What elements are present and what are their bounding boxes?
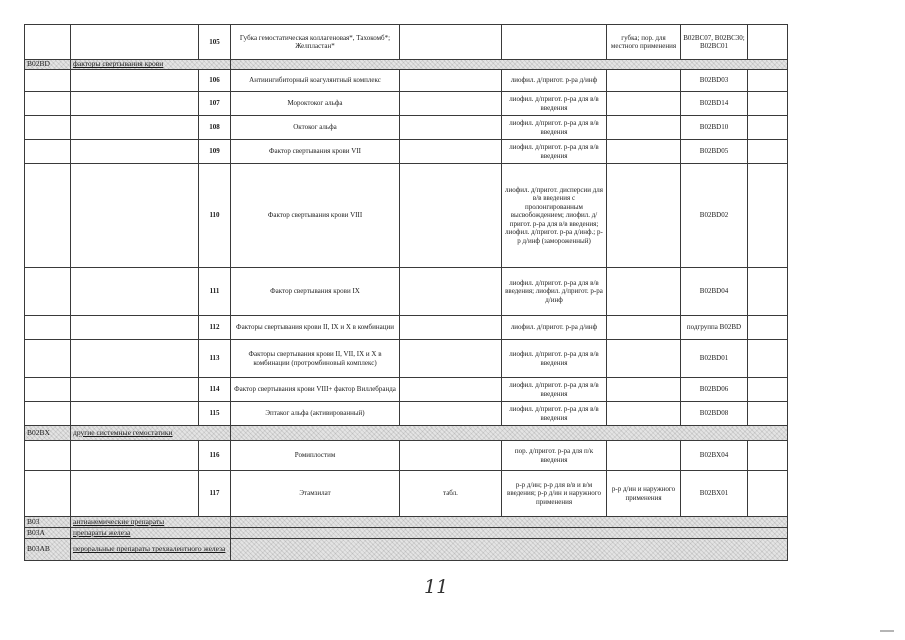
dosage-form: лиофил. д/пригот. р-ра д/инф: [502, 316, 607, 340]
group-desc-cell: [71, 116, 199, 140]
group-desc-cell: [71, 402, 199, 426]
dosage-form-2: [607, 378, 681, 402]
atc-code: B02BD05: [681, 140, 748, 164]
atc-code: B02BD06: [681, 378, 748, 402]
tablet-form-cell: [400, 441, 502, 471]
row-number: 116: [199, 441, 231, 471]
group-description: пероральные препараты трехвалентного железа: [71, 539, 231, 561]
row-number: 112: [199, 316, 231, 340]
table-row: [25, 25, 788, 60]
group-code: B03AB: [25, 539, 71, 561]
row-number: 106: [199, 70, 231, 92]
tablet-form-cell: [400, 268, 502, 316]
tablet-form-cell: [400, 116, 502, 140]
table-row: [25, 70, 788, 92]
notes-cell: [748, 441, 788, 471]
dosage-form-2: губка; пор. для местного применения: [607, 25, 681, 60]
tablet-form: табл.: [400, 471, 502, 517]
group-desc-cell: [71, 378, 199, 402]
group-desc-cell: [71, 164, 199, 268]
drug-list-table: [24, 24, 788, 561]
drug-name: Губка гемостатическая коллагеновая*, Тахокомб*; Желпластан*: [231, 25, 400, 60]
row-number: 113: [199, 340, 231, 378]
group-desc-cell: [71, 140, 199, 164]
atc-code-cell: [25, 340, 71, 378]
tablet-form-cell: [400, 378, 502, 402]
group-row: [25, 60, 788, 70]
group-row: [25, 517, 788, 528]
group-row: [25, 539, 788, 561]
dosage-form: лиофил. д/пригот. р-ра для в/в введения: [502, 340, 607, 378]
atc-code: B02BD08: [681, 402, 748, 426]
drug-name: Антиингибиторный коагулянтный комплекс: [231, 70, 400, 92]
notes-cell: [748, 70, 788, 92]
dosage-form: лиофил. д/пригот. р-ра для в/в введения: [502, 378, 607, 402]
notes-cell: [748, 402, 788, 426]
dosage-form-2: [607, 340, 681, 378]
dosage-form-2: [607, 70, 681, 92]
dosage-form: лиофил. д/пригот. дисперсии для в/в введения с пролонгированным высвобождением; лиофил. д/пригот. р-ра для в/в введения; лиофил. д/пригот. р-ра д/инф.; р-р д/инф (замороженный): [502, 164, 607, 268]
table-row: [25, 471, 788, 517]
drug-name: Этамзилат: [231, 471, 400, 517]
group-row: [25, 426, 788, 441]
drug-name: Фактор свертывания крови VIII: [231, 164, 400, 268]
dosage-form: пор. д/пригот. р-ра для п/к введения: [502, 441, 607, 471]
group-description: другие системные гемостатики: [71, 426, 231, 441]
tablet-form-cell: [400, 340, 502, 378]
dosage-form: р-р д/ин; р-р для в/в и в/м введения; р-р д/ин и наружного применения: [502, 471, 607, 517]
notes-cell: [748, 25, 788, 60]
atc-code: B02BD01: [681, 340, 748, 378]
dosage-form-2: [607, 116, 681, 140]
atc-code: B02BD14: [681, 92, 748, 116]
row-number: 115: [199, 402, 231, 426]
group-code: B02BD: [25, 60, 71, 70]
table-row: [25, 140, 788, 164]
atc-code: B02BD02: [681, 164, 748, 268]
group-desc-cell: [71, 70, 199, 92]
dosage-form: лиофил. д/пригот. р-ра для в/в введения: [502, 140, 607, 164]
atc-code-cell: [25, 378, 71, 402]
dosage-form-2: [607, 316, 681, 340]
drug-name: Фактор свертывания крови IX: [231, 268, 400, 316]
group-filler: [231, 517, 788, 528]
notes-cell: [748, 268, 788, 316]
notes-cell: [748, 116, 788, 140]
tablet-form-cell: [400, 140, 502, 164]
table-row: [25, 340, 788, 378]
row-number: 114: [199, 378, 231, 402]
atc-code-cell: [25, 316, 71, 340]
scan-mark: [880, 630, 894, 632]
dosage-form: лиофил. д/пригот. р-ра для в/в введения; лиофил. д/пригот. р-ра д/инф: [502, 268, 607, 316]
drug-name: Эптаког альфа (активированный): [231, 402, 400, 426]
group-description: препараты железа: [71, 528, 231, 539]
atc-code: B02BD03: [681, 70, 748, 92]
group-desc-cell: [71, 441, 199, 471]
group-desc-cell: [71, 471, 199, 517]
group-filler: [231, 60, 788, 70]
row-number: 107: [199, 92, 231, 116]
row-number: 109: [199, 140, 231, 164]
notes-cell: [748, 92, 788, 116]
atc-code: B02BX01: [681, 471, 748, 517]
row-number: 110: [199, 164, 231, 268]
row-number: 111: [199, 268, 231, 316]
group-desc-cell: [71, 268, 199, 316]
dosage-form: лиофил. д/пригот. р-ра для в/в введения: [502, 116, 607, 140]
group-row: [25, 528, 788, 539]
page-number: 11: [424, 576, 449, 598]
row-number: 117: [199, 471, 231, 517]
table-row: [25, 316, 788, 340]
group-desc-cell: [71, 316, 199, 340]
tablet-form-cell: [400, 70, 502, 92]
group-description: факторы свертывания крови: [71, 60, 231, 70]
dosage-form-2: [607, 441, 681, 471]
atc-code: B02BC07, B02BC30; B02BC01: [681, 25, 748, 60]
notes-cell: [748, 316, 788, 340]
dosage-form-2: [607, 268, 681, 316]
drug-name: Факторы свертывания крови II, IX и X в комбинации: [231, 316, 400, 340]
atc-code-cell: [25, 140, 71, 164]
row-number: 108: [199, 116, 231, 140]
group-desc-cell: [71, 340, 199, 378]
atc-code: B02BD10: [681, 116, 748, 140]
group-code: B03: [25, 517, 71, 528]
group-code: B03A: [25, 528, 71, 539]
group-desc-cell: [71, 92, 199, 116]
notes-cell: [748, 340, 788, 378]
drug-name: Фактор свертывания крови VIII+ фактор Виллебранда: [231, 378, 400, 402]
atc-code-cell: [25, 70, 71, 92]
drug-name: Мороктоког альфа: [231, 92, 400, 116]
dosage-form: лиофил. д/пригот. р-ра для в/в введения: [502, 402, 607, 426]
notes-cell: [748, 378, 788, 402]
dosage-form-2: [607, 164, 681, 268]
group-desc-cell: [71, 25, 199, 60]
atc-code-cell: [25, 25, 71, 60]
tablet-form-cell: [400, 25, 502, 60]
atc-code-cell: [25, 441, 71, 471]
dosage-form: лиофил. д/пригот. р-ра д/инф: [502, 70, 607, 92]
group-filler: [231, 426, 788, 441]
atc-code-cell: [25, 116, 71, 140]
atc-code-cell: [25, 402, 71, 426]
group-code: B02BX: [25, 426, 71, 441]
atc-code-cell: [25, 268, 71, 316]
atc-code: B02BD04: [681, 268, 748, 316]
table-row: [25, 441, 788, 471]
table-row: [25, 116, 788, 140]
dosage-form-2: р-р д/ин и наружного применения: [607, 471, 681, 517]
drug-name: Ромиплостим: [231, 441, 400, 471]
table-row: [25, 378, 788, 402]
tablet-form-cell: [400, 316, 502, 340]
dosage-form-2: [607, 140, 681, 164]
table-row: [25, 402, 788, 426]
drug-name: Октоког альфа: [231, 116, 400, 140]
group-filler: [231, 539, 788, 561]
atc-code-cell: [25, 164, 71, 268]
tablet-form-cell: [400, 402, 502, 426]
dosage-form-2: [607, 92, 681, 116]
group-filler: [231, 528, 788, 539]
tablet-form-cell: [400, 92, 502, 116]
atc-code-cell: [25, 92, 71, 116]
drug-name: Факторы свертывания крови II, VII, IX и X в комбинации (протромбиновый комплекс): [231, 340, 400, 378]
group-description: антианемические препараты: [71, 517, 231, 528]
notes-cell: [748, 471, 788, 517]
table-row: [25, 92, 788, 116]
notes-cell: [748, 164, 788, 268]
dosage-form-cell: [502, 25, 607, 60]
table-row: [25, 164, 788, 268]
notes-cell: [748, 140, 788, 164]
atc-code: B02BX04: [681, 441, 748, 471]
tablet-form-cell: [400, 164, 502, 268]
atc-code: подгруппа B02BD: [681, 316, 748, 340]
dosage-form-2: [607, 402, 681, 426]
dosage-form: лиофил. д/пригот. р-ра для в/в введения: [502, 92, 607, 116]
row-number: 105: [199, 25, 231, 60]
atc-code-cell: [25, 471, 71, 517]
drug-name: Фактор свертывания крови VII: [231, 140, 400, 164]
table-row: [25, 268, 788, 316]
